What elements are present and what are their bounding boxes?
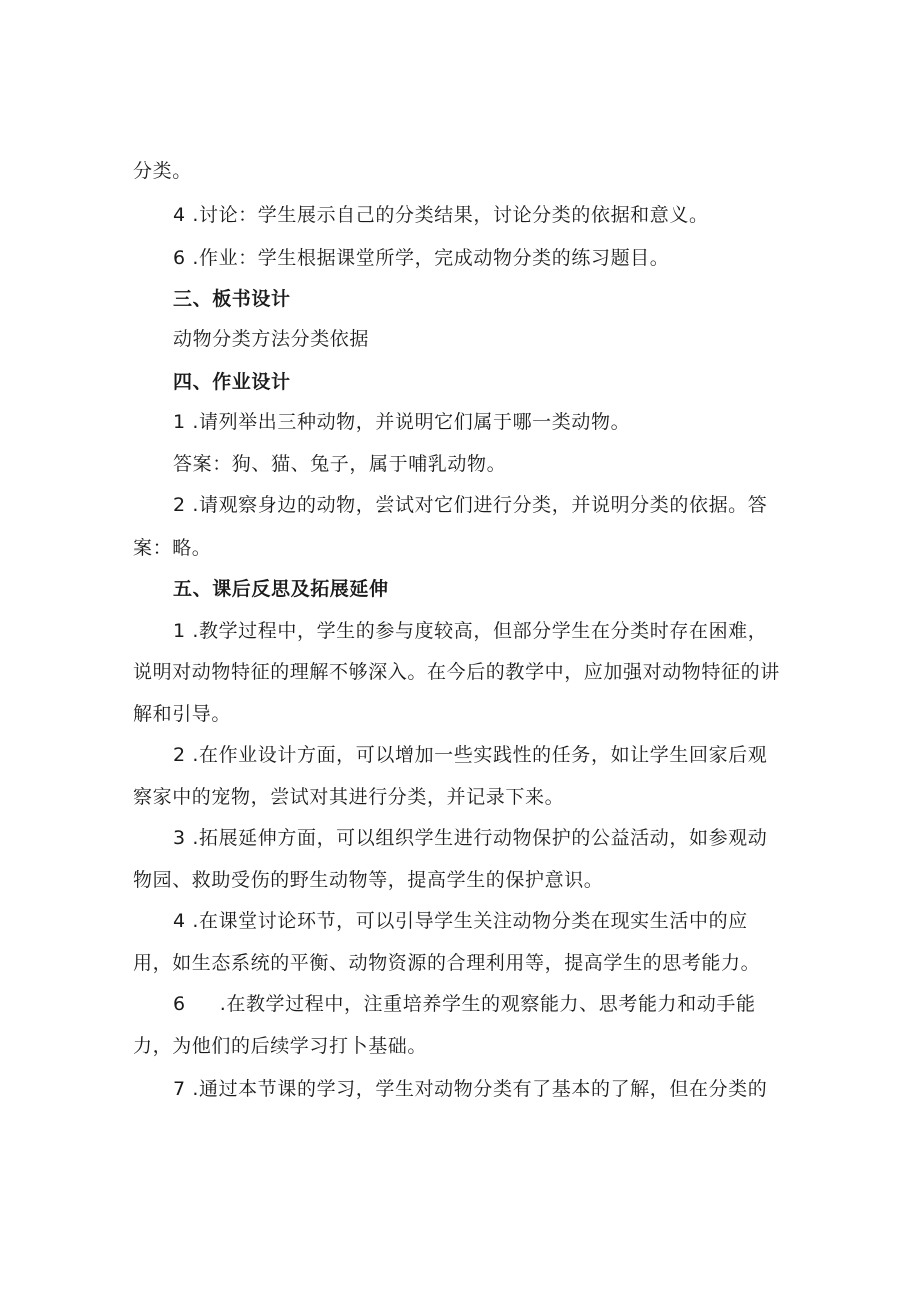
reflection-item-2-line-1: 2 .在作业设计方面，可以增加一些实践性的任务，如让学生回家后观 bbox=[173, 744, 768, 766]
reflection-item-1-line-2: 说明对动物特征的理解不够深入。在今后的教学中，应加强对动物特征的讲 bbox=[133, 661, 780, 683]
list-item-homework: 6 .作业：学生根据课堂所学，完成动物分类的练习题目。 bbox=[173, 247, 670, 269]
section-heading-board-design: 三、板书设计 bbox=[173, 288, 291, 310]
reflection-item-1-line-3: 解和引导。 bbox=[133, 703, 232, 725]
homework-question-1: 1 .请列举出三种动物，并说明它们属于哪一类动物。 bbox=[173, 411, 631, 433]
homework-question-2: 2 .请观察身边的动物，尝试对它们进行分类，并说明分类的依据。答 bbox=[173, 494, 768, 516]
item-number: 6 bbox=[173, 993, 186, 1015]
homework-answer-2: 案：略。 bbox=[133, 537, 212, 559]
reflection-item-7-line-1: 7 .通过本节课的学习，学生对动物分类有了基本的了解，但在分类的 bbox=[173, 1078, 768, 1100]
reflection-item-6-line-1 bbox=[173, 992, 756, 1016]
reflection-item-6-line-2: 力，为他们的后续学习打卜基础。 bbox=[133, 1035, 428, 1057]
reflection-item-4-line-1: 4 .在课堂讨论环节，可以引导学生关注动物分类在现实生活中的应 bbox=[173, 910, 748, 932]
reflection-item-2-line-2: 察家中的宠物，尝试对其进行分类，并记录下来。 bbox=[133, 786, 565, 808]
item-text: .在教学过程中，注重培养学生的观察能力、思考能力和动手能 bbox=[219, 993, 756, 1015]
homework-answer-1: 答案：狗、猫、兔子，属于哺乳动物。 bbox=[173, 453, 507, 475]
reflection-item-3-line-1: 3 .拓展延伸方面，可以组织学生进行动物保护的公益活动，如参观动 bbox=[173, 827, 768, 849]
board-design-content: 动物分类方法分类依据 bbox=[173, 328, 370, 350]
reflection-item-3-line-2: 物园、救助受伤的野生动物等，提高学生的保护意识。 bbox=[133, 869, 604, 891]
reflection-item-1-line-1: 1 .教学过程中，学生的参与度较高，但部分学生在分类时存在困难， bbox=[173, 620, 768, 642]
list-item-discussion: 4 .讨论：学生展示自己的分类结果，讨论分类的依据和意义。 bbox=[173, 204, 709, 226]
section-heading-homework-design: 四、作业设计 bbox=[173, 371, 291, 393]
section-heading-reflection: 五、课后反思及拓展延伸 bbox=[173, 578, 389, 600]
text-line-continuation: 分类。 bbox=[133, 160, 192, 182]
reflection-item-4-line-2: 用，如生态系统的平衡、动物资源的合理利用等，提高学生的思考能力。 bbox=[133, 952, 761, 974]
